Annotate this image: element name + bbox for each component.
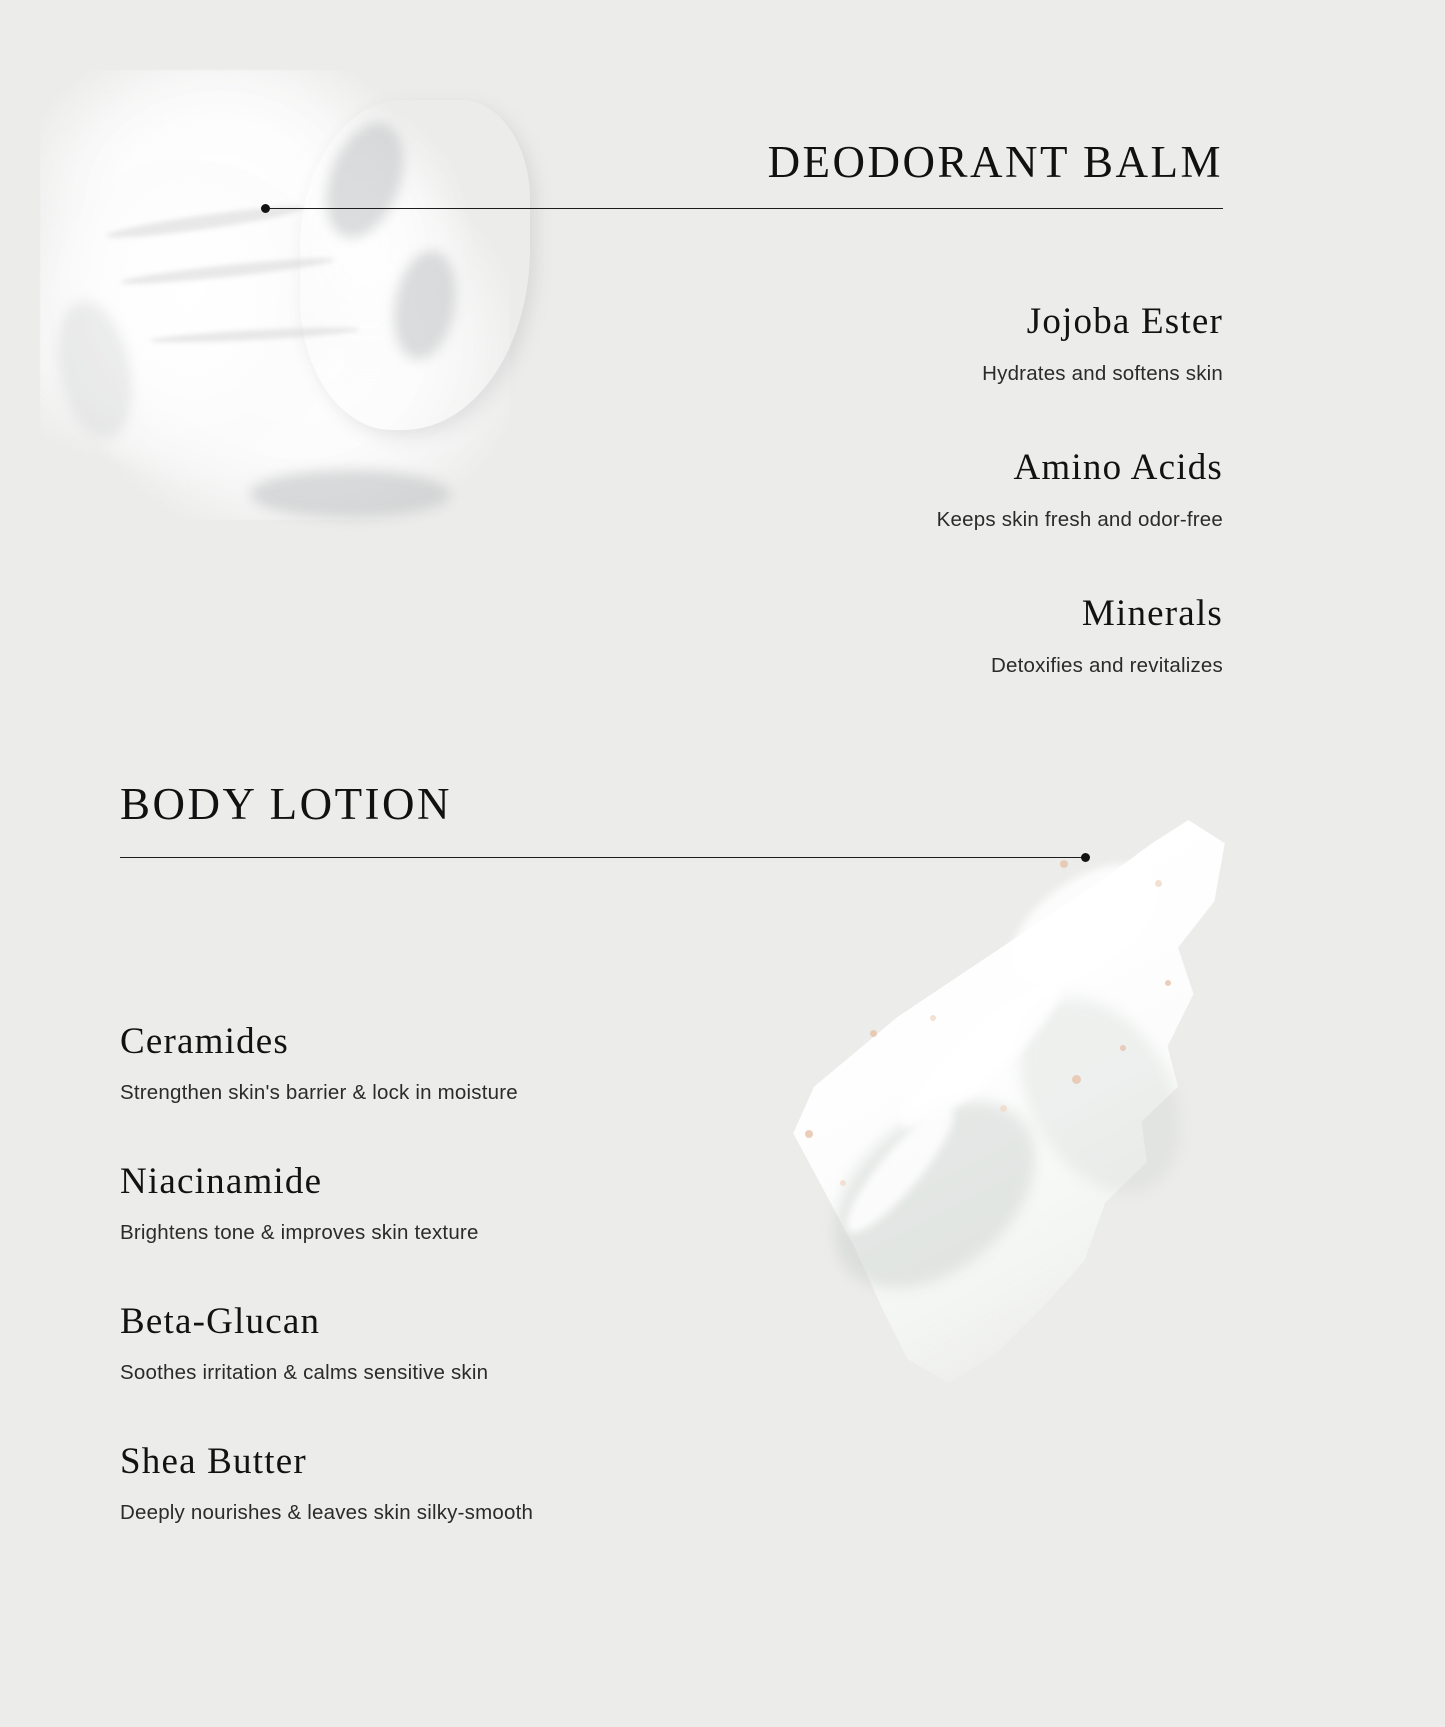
- section-title-deodorant-balm: DEODORANT BALM: [767, 137, 1223, 187]
- ingredient-name: Amino Acids: [1013, 447, 1223, 488]
- connector-dot-body-lotion: [1081, 853, 1090, 862]
- ingredient-description: Brightens tone & improves skin texture: [120, 1221, 479, 1244]
- ingredient-item: [937, 592, 1223, 678]
- ingredient-name: Minerals: [1081, 593, 1223, 634]
- ingredient-item: [937, 446, 1223, 532]
- ingredient-name: Shea Butter: [120, 1441, 307, 1482]
- ingredient-list-body-lotion: [120, 1020, 533, 1525]
- ingredient-item: [120, 1300, 533, 1385]
- ingredient-item: [120, 1020, 533, 1105]
- ingredient-item: [937, 300, 1223, 386]
- ingredient-description: Soothes irritation & calms sensitive skin: [120, 1361, 489, 1384]
- ingredient-item: [120, 1160, 533, 1245]
- ingredient-description: Strengthen skin's barrier & lock in moisture: [120, 1081, 518, 1104]
- connector-line-body-lotion: [120, 857, 1085, 858]
- ingredient-name: Ceramides: [120, 1021, 290, 1062]
- ingredient-item: [120, 1440, 533, 1525]
- ingredient-description: Deeply nourishes & leaves skin silky-smooth: [120, 1501, 534, 1524]
- ingredient-description: Detoxifies and revitalizes: [991, 654, 1223, 677]
- body-lotion-swatch-image: [700, 820, 1300, 1440]
- deodorant-balm-swatch-image: [0, 0, 620, 670]
- connector-dot-deodorant-balm: [261, 204, 270, 213]
- ingredient-name: Niacinamide: [120, 1161, 323, 1202]
- ingredient-name: Beta-Glucan: [120, 1301, 321, 1342]
- ingredient-description: Keeps skin fresh and odor-free: [936, 508, 1223, 531]
- ingredient-description: Hydrates and softens skin: [982, 362, 1223, 385]
- section-deodorant-balm: [0, 0, 1445, 800]
- section-title-body-lotion: BODY LOTION: [120, 779, 453, 829]
- ingredient-list-deodorant-balm: [937, 300, 1223, 678]
- connector-line-deodorant-balm: [270, 208, 1223, 209]
- ingredient-name: Jojoba Ester: [1026, 301, 1223, 342]
